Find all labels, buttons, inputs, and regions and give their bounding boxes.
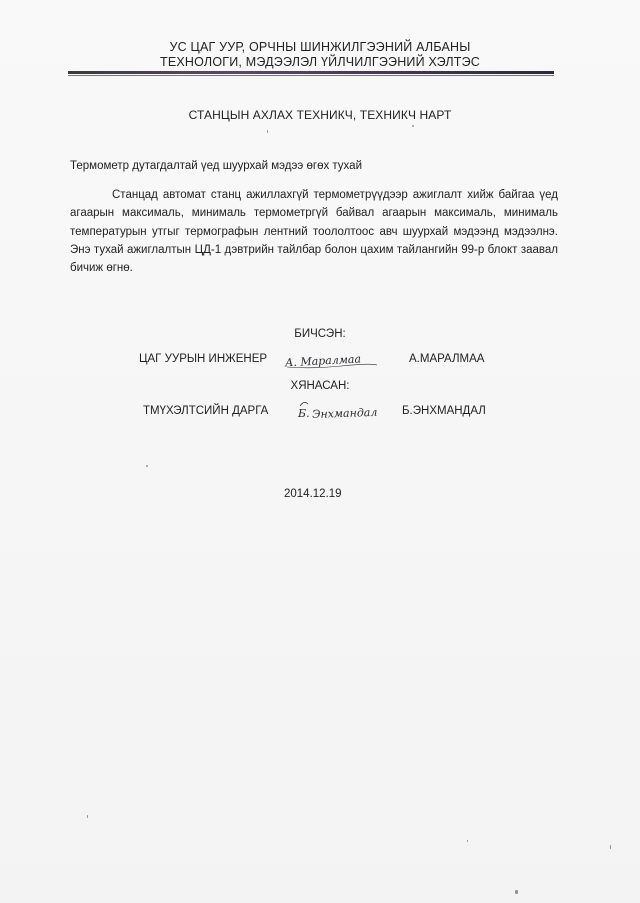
- head-handwritten-signature: [296, 398, 386, 424]
- written-by-heading: БИЧСЭН:: [294, 328, 346, 340]
- organization-name: УС ЦАГ УУР, ОРЧНЫ ШИНЖИЛГЭЭНИЙ АЛБАНЫ: [169, 40, 471, 54]
- engineer-name: А.МАРАЛМАА: [409, 353, 485, 365]
- head-signature-row: [0, 398, 640, 424]
- scan-speck: [87, 815, 88, 818]
- department-name: ТЕХНОЛОГИ, МЭДЭЭЛЭЛ ҮЙЛЧИЛГЭЭНИЙ ХЭЛТЭС: [160, 55, 480, 69]
- scan-speck: [267, 130, 268, 133]
- scan-speck: [515, 890, 518, 894]
- head-name: Б.ЭНХМАНДАЛ: [402, 405, 486, 417]
- document-subject: Термометр дутагдалтай үед шуурхай мэдээ өгөх тухай: [70, 160, 362, 172]
- svg-text:А. Маралмаа: А. Маралмаа: [284, 352, 362, 370]
- scan-speck: [467, 840, 468, 842]
- svg-text:Б.: Б.: [298, 407, 310, 420]
- addressee: СТАНЦЫН АХЛАХ ТЕХНИКЧ, ТЕХНИКЧ НАРТ: [188, 108, 452, 122]
- scan-speck: [610, 845, 611, 849]
- body-paragraph: Станцад автомат станц ажиллахгүй термометрүүдээр ажиглалт хийж байгаа үед агаарын максималь, минималь термометргүй байвал агаарын максималь, минималь температурын утгыг термографын лентний тоололтоос авч шуурхай мэдээнд мэдээлнэ. Энэ тухай ажиглалтын ЦД-1 дэвтрийн тайлбар болон цахим тайлангийн 99-р блокт заавал бичиж өгнө.: [70, 189, 558, 275]
- approved-by-heading: ХЯНАСАН:: [290, 380, 350, 392]
- head-role: ТМҮХЭЛТСИЙН ДАРГА: [143, 405, 269, 417]
- header-divider: [68, 71, 554, 75]
- organization-header: [0, 40, 640, 70]
- scan-speck: [146, 465, 148, 467]
- svg-text:Энхмандал: Энхмандал: [311, 405, 378, 422]
- engineer-role: ЦАГ УУРЫН ИНЖЕНЕР: [139, 353, 268, 365]
- scan-speck: [412, 125, 414, 127]
- engineer-handwritten-signature: [281, 346, 381, 372]
- document-date: 2014.12.19: [284, 488, 342, 500]
- engineer-signature-row: [0, 346, 640, 372]
